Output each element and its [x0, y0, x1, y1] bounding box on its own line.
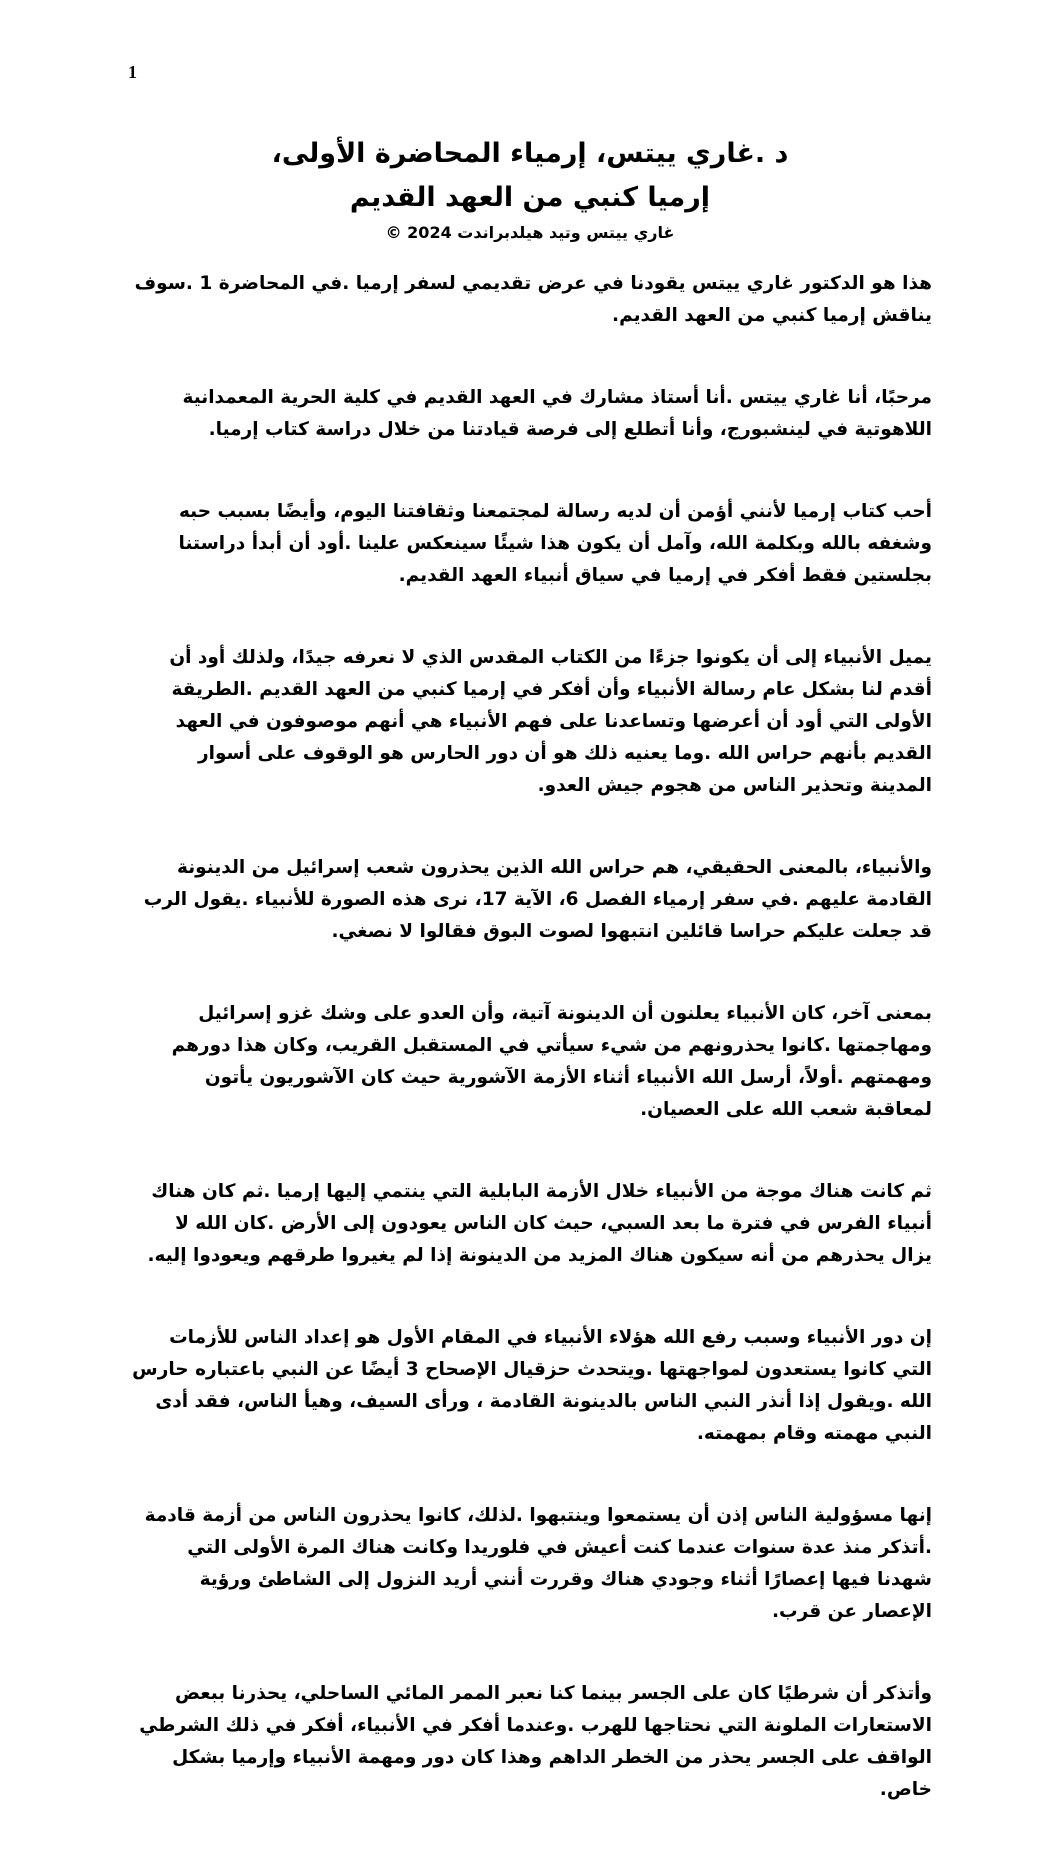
paragraph: إنها مسؤولية الناس إذن أن يستمعوا وينتبهوا .لذلك، كانوا يحذرون الناس من أزمة قادمة .أتذكر منذ عدة سنوات عندما كنت أعيش في فلوريدا وكانت هناك المرة الأولى التي شهدنا فيها إعصارًا أثناء وجودي هناك وقررت أنني أريد النزول إلى الشاطئ ورؤية الإعصار عن قرب.: [144, 1505, 932, 1622]
page-title: د .غاري ييتس، إرمياء المحاضرة الأولى،: [271, 138, 789, 169]
paragraph: مرحبًا، أنا غاري ييتس .أنا أستاذ مشارك في العهد القديم في كلية الحرية المعمدانية اللاهوتية في لينشبورج، وأنا أتطلع إلى فرصة قيادتنا من خلال دراسة كتاب إرميا.: [182, 387, 932, 440]
page-subtitle: إرميا كنبي من العهد القديم: [349, 182, 711, 213]
copyright-line: غاري ييتس وتيد هيلدبراندت 2024 ©: [385, 223, 675, 242]
paragraph: بمعنى آخر، كان الأنبياء يعلنون أن الدينونة آتية، وأن العدو على وشك غزو إسرائيل ومهاجمتها .كانوا يحذرونهم من شيء سيأتي في المستقبل القريب، وكان هذا دورهم ومهمتهم .أولاً، أرسل الله الأنبياء أثناء الأزمة الآشورية حيث كان الآشوريون يأتون لمعاقبة شعب الله على العصيان.: [171, 1003, 932, 1120]
document-body: [132, 268, 932, 1856]
paragraph: وأتذكر أن شرطيًا كان على الجسر بينما كنا نعبر الممر المائي الساحلي، يحذرنا ببعض الاستعارات الملونة التي نحتاجها للهرب .وعندما أفكر في الأنبياء، أفكر في ذلك الشرطي الواقف على الجسر يحذر من الخطر الداهم وهذا كان دور ومهمة الأنبياء وإرميا بشكل خاص.: [139, 1683, 932, 1800]
page-number: 1: [128, 62, 137, 82]
paragraph: يميل الأنبياء إلى أن يكونوا جزءًا من الكتاب المقدس الذي لا نعرفه جيدًا، ولذلك أود أن أقدم لنا بشكل عام رسالة الأنبياء وأن أفكر في إرميا كنبي من العهد القديم .الطريقة الأولى التي أود أن أعرضها وتساعدنا على فهم الأنبياء هي أنهم موصوفون في العهد القديم بأنهم حراس الله .وما يعنيه ذلك هو أن دور الحارس هو الوقوف على أسوار المدينة وتحذير الناس من هجوم جيش العدو.: [169, 647, 932, 796]
paragraph: إن دور الأنبياء وسبب رفع الله هؤلاء الأنبياء في المقام الأول هو إعداد الناس للأزمات التي كانوا يستعدون لمواجهتها .ويتحدث حزقيال الإصحاح 3 أيضًا عن النبي باعتباره حارس الله .ويقول إذا أنذر النبي الناس بالدينونة القادمة ، ورأى السيف، وهيأ الناس، فقد أدى النبي مهمته وقام بمهمته.: [132, 1327, 932, 1444]
paragraph: والأنبياء، بالمعنى الحقيقي، هم حراس الله الذين يحذرون شعب إسرائيل من الدينونة القادمة عليهم .في سفر إرمياء الفصل 6، الآية 17، نرى هذه الصورة للأنبياء .يقول الرب قد جعلت عليكم حراسا قائلين انتبهوا لصوت البوق فقالوا لا نصغي.: [143, 857, 932, 942]
paragraph: ثم كانت هناك موجة من الأنبياء خلال الأزمة البابلية التي ينتمي إليها إرميا .ثم كان هناك أنبياء الفرس في فترة ما بعد السبي، حيث كان الناس يعودون إلى الأرض .كان الله لا يزال يحذرهم من أنه سيكون هناك المزيد من الدينونة إذا لم يغيروا طرقهم ويعودوا إليه.: [147, 1181, 932, 1266]
paragraph: هذا هو الدكتور غاري ييتس يقودنا في عرض تقديمي لسفر إرميا .في المحاضرة 1 .سوف يناقش إرميا كنبي من العهد القديم.: [134, 273, 932, 326]
document-header: [130, 132, 930, 246]
paragraph: أحب كتاب إرميا لأنني أؤمن أن لديه رسالة لمجتمعنا وثقافتنا اليوم، وأيضًا بسبب حبه وشغفه بالله وبكلمة الله، وآمل أن يكون هذا شيئًا سينعكس علينا .أود أن أبدأ دراستنا بجلستين فقط أفكر في إرميا في سياق أنبياء العهد القديم.: [178, 501, 932, 586]
